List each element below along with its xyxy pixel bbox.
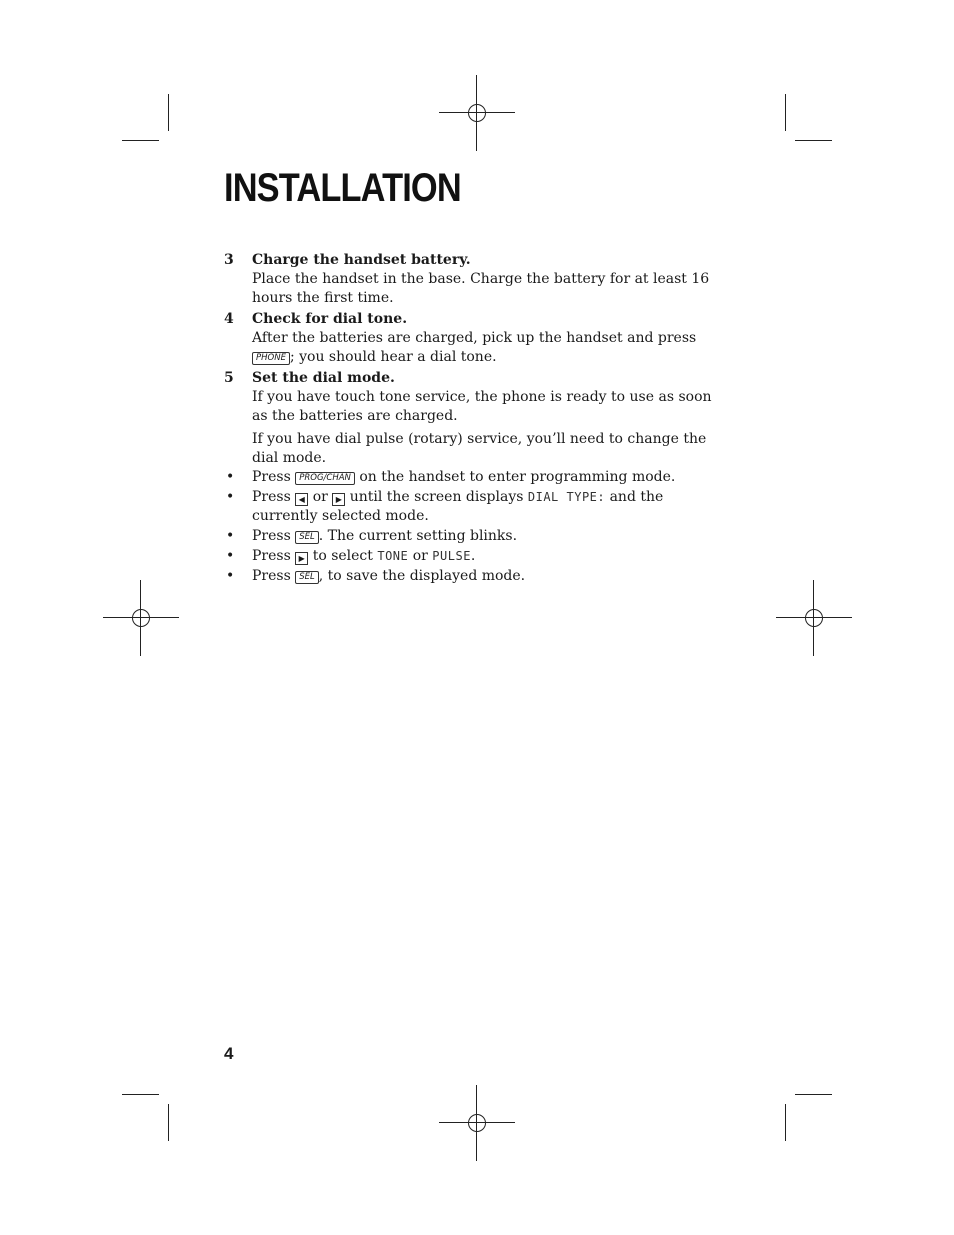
step-text: After the batteries are charged, pick up the handset and press PHONE ; you should hear a dial tone. — [252, 330, 697, 365]
registration-mark-left — [103, 580, 179, 656]
list-item: • Press SEL , to save the displayed mode. — [226, 568, 526, 584]
step-heading: Check for dial tone. — [252, 311, 408, 327]
step-5 — [224, 369, 724, 586]
list-item: • Press SEL . The current setting blinks. — [226, 528, 518, 544]
step-paragraph: If you have touch tone service, the phone is ready to use as soon as the batteries are charged. — [252, 389, 712, 424]
crop-mark — [785, 1104, 786, 1141]
page-title: INSTALLATION — [224, 166, 461, 210]
display-text: PULSE — [432, 549, 471, 563]
registration-mark-bottom — [439, 1085, 515, 1161]
list-item: • Press PROG/CHAN on the handset to enter programming mode. — [226, 469, 676, 485]
crop-mark — [785, 94, 786, 131]
prog-chan-key: PROG/CHAN — [295, 472, 355, 485]
left-arrow-key-icon: ◀ — [295, 493, 308, 506]
page-number: 4 — [224, 1044, 234, 1063]
step-heading: Charge the handset battery. — [252, 252, 471, 268]
crop-mark — [122, 1094, 159, 1095]
display-text: DIAL TYPE: — [527, 490, 606, 504]
registration-mark-top — [439, 75, 515, 151]
step-number: 5 — [224, 370, 234, 386]
list-item: • Press ▶ to select TONE or PULSE. — [226, 548, 476, 564]
step-number: 4 — [224, 311, 234, 327]
phone-key: PHONE — [252, 352, 290, 365]
list-item: • Press ◀ or ▶ until the screen displays DIAL TYPE: and the currently selected mode. — [226, 489, 664, 524]
registration-mark-right — [776, 580, 852, 656]
crop-mark — [168, 94, 169, 131]
right-arrow-key-icon: ▶ — [295, 552, 308, 565]
crop-mark — [168, 1104, 169, 1141]
step-4 — [224, 310, 724, 367]
display-text: TONE — [377, 549, 409, 563]
step-paragraph: If you have dial pulse (rotary) service, you’ll need to change the dial mode. — [252, 431, 707, 466]
crop-mark — [122, 140, 159, 141]
crop-mark — [795, 1094, 832, 1095]
step-heading: Set the dial mode. — [252, 370, 395, 386]
sel-key: SEL — [295, 571, 319, 584]
bullet-list — [224, 468, 724, 586]
sel-key: SEL — [295, 531, 319, 544]
crop-mark — [795, 140, 832, 141]
step-number: 3 — [224, 252, 234, 268]
instructions — [224, 250, 724, 587]
step-text: Place the handset in the base. Charge the battery for at least 16 hours the first time. — [252, 271, 710, 306]
step-3 — [224, 251, 724, 308]
right-arrow-key-icon: ▶ — [332, 493, 345, 506]
